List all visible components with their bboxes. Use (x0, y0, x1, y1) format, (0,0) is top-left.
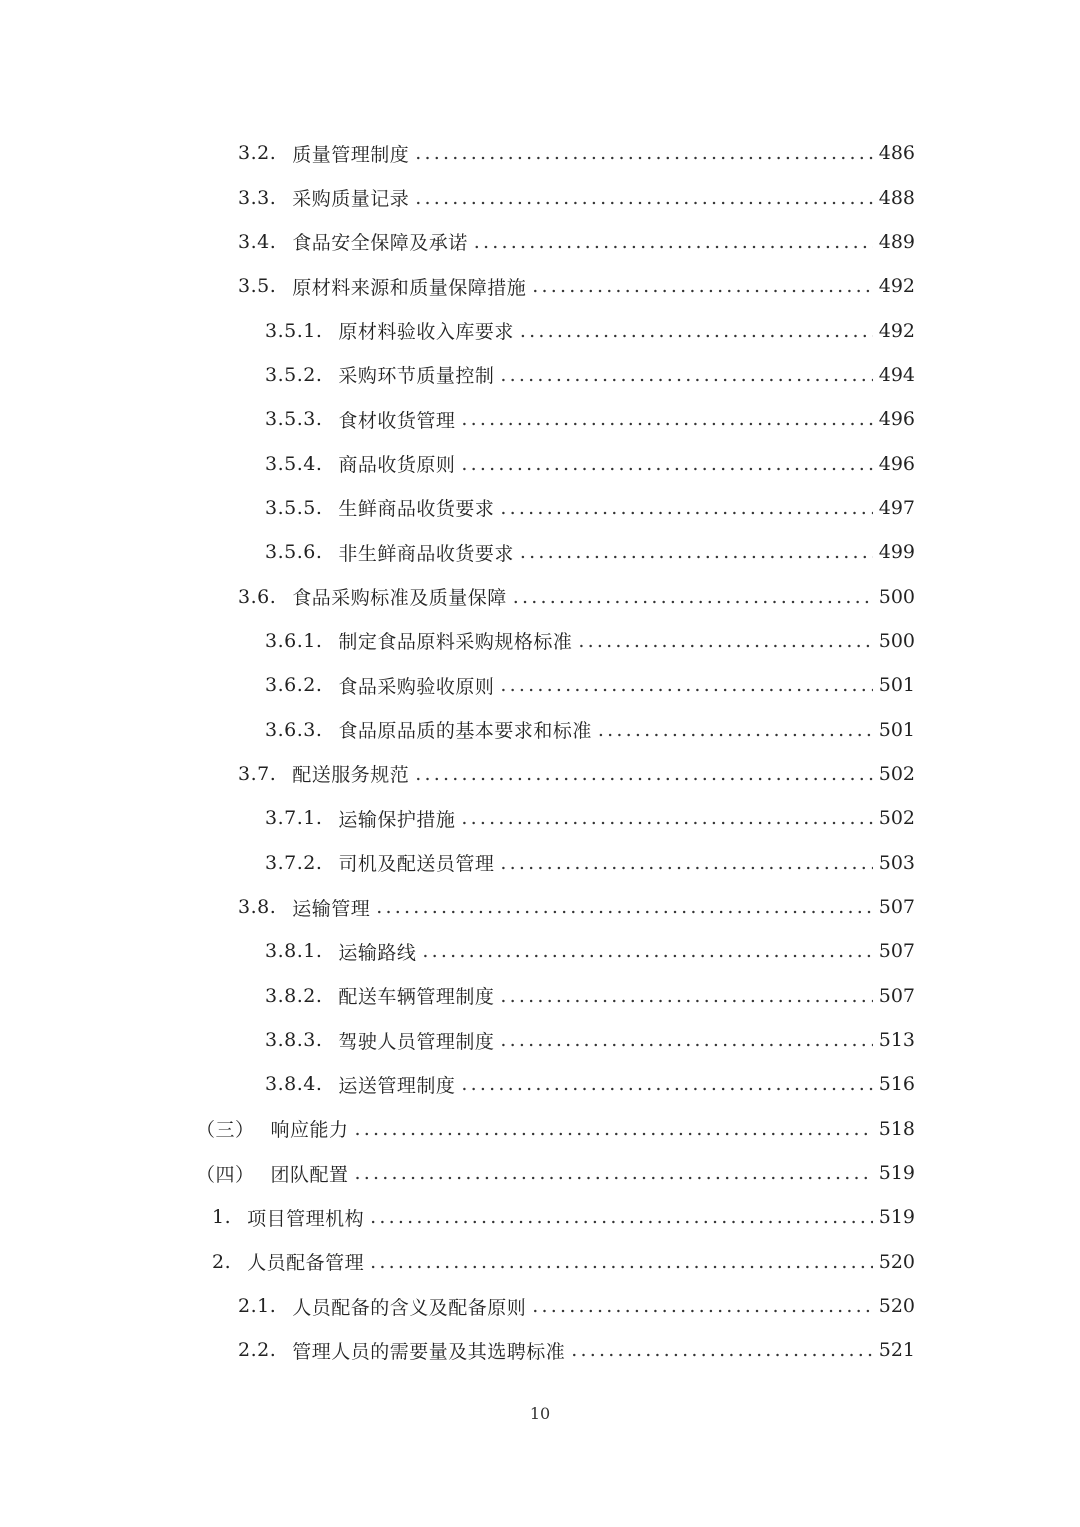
toc-entry-page: 520 (878, 1295, 915, 1318)
toc-entry[interactable] (0, 974, 1080, 1018)
toc-entry[interactable] (0, 619, 1080, 663)
toc-entry-page: 492 (878, 319, 915, 342)
toc-entry[interactable] (0, 1018, 1080, 1062)
toc-entry[interactable] (0, 353, 1080, 397)
toc-dot-leader (500, 497, 872, 519)
toc-entry-title: 团队配置 (270, 1163, 349, 1186)
toc-entry-number: 3.8.1. (265, 940, 323, 963)
toc-entry-page: 497 (878, 496, 915, 519)
toc-dot-leader (415, 763, 872, 785)
page-number: 10 (529, 1404, 551, 1423)
toc-entry-number: 3.4. (238, 230, 277, 253)
toc-entry-title: 运输保护措施 (338, 808, 456, 831)
toc-entry-page: 521 (878, 1339, 915, 1362)
toc-entry-page: 489 (878, 230, 915, 253)
toc-entry[interactable] (0, 441, 1080, 485)
toc-entry[interactable] (0, 1328, 1080, 1372)
toc-entry-number: 3.2. (238, 142, 277, 165)
toc-entry-title: 配送服务规范 (292, 764, 410, 787)
toc-entry-page: 501 (878, 718, 915, 741)
toc-entry[interactable] (0, 929, 1080, 973)
toc-entry-title: 运输管理 (292, 897, 371, 920)
toc-entry[interactable] (0, 841, 1080, 885)
toc-entry[interactable] (0, 1195, 1080, 1239)
toc-entry-page: 492 (878, 275, 915, 298)
toc-entry-title: 管理人员的需要量及其选聘标准 (292, 1340, 566, 1363)
toc-entry-page: 507 (878, 984, 915, 1007)
toc-entry-page: 519 (878, 1162, 915, 1185)
toc-dot-leader (500, 985, 872, 1007)
toc-entry-title: 响应能力 (270, 1119, 349, 1142)
toc-entry-number: 1. (212, 1206, 232, 1229)
toc-entry-page: 503 (878, 851, 915, 874)
toc-entry[interactable] (0, 885, 1080, 929)
toc-entry-page: 486 (878, 142, 915, 165)
toc-entry-title: 运送管理制度 (338, 1074, 456, 1097)
toc-entry[interactable] (0, 1151, 1080, 1195)
toc-dot-leader (520, 320, 873, 342)
toc-dot-leader (415, 142, 872, 164)
toc-entry-number: 3.7. (238, 762, 277, 785)
toc-entry-number: 2.2. (238, 1339, 277, 1362)
toc-entry[interactable] (0, 175, 1080, 219)
toc-entry-number: 3.6.2. (265, 674, 323, 697)
toc-entry-number: 3.6.3. (265, 718, 323, 741)
toc-entry[interactable] (0, 752, 1080, 796)
toc-dot-leader (513, 586, 873, 608)
toc-entry-page: 499 (878, 541, 915, 564)
toc-entry-number: 3.8.2. (265, 984, 323, 1007)
toc-entry-title: 人员配备的含义及配备原则 (292, 1296, 527, 1319)
toc-entry-title: 食品采购验收原则 (338, 675, 495, 698)
toc-entry-number: （三） (196, 1119, 255, 1142)
toc-dot-leader (376, 896, 872, 918)
toc-entry-number: 3.5.4. (265, 452, 323, 475)
toc-entry-number: 3.3. (238, 186, 277, 209)
toc-entry[interactable] (0, 1240, 1080, 1284)
toc-entry-title: 项目管理机构 (247, 1207, 365, 1230)
toc-entry-page: 513 (878, 1029, 915, 1052)
toc-entry-number: 2.1. (238, 1295, 277, 1318)
toc-entry-page: 518 (878, 1117, 915, 1140)
toc-dot-leader (355, 1162, 873, 1184)
toc-entry-number: 3.8. (238, 896, 277, 919)
toc-dot-leader (355, 1118, 873, 1140)
toc-entry[interactable] (0, 220, 1080, 264)
toc-entry-title: 原材料来源和质量保障措施 (292, 276, 527, 299)
toc-entry[interactable] (0, 264, 1080, 308)
toc-entry-number: 3.8.3. (265, 1029, 323, 1052)
toc-entry[interactable] (0, 486, 1080, 530)
table-of-contents (0, 131, 1080, 1373)
toc-entry-title: 食品安全保障及承诺 (292, 232, 468, 255)
toc-entry-page: 507 (878, 896, 915, 919)
toc-entry[interactable] (0, 1284, 1080, 1328)
toc-entry-number: 3.5.3. (265, 408, 323, 431)
toc-entry-title: 生鲜商品收货要求 (338, 498, 495, 521)
toc-entry-number: 3.5.2. (265, 363, 323, 386)
toc-entry-number: 3.5.5. (265, 496, 323, 519)
toc-entry-title: 运输路线 (338, 941, 417, 964)
toc-entry-title: 人员配备管理 (247, 1252, 365, 1275)
toc-dot-leader (571, 1339, 872, 1361)
toc-entry-title: 商品收货原则 (338, 454, 456, 477)
toc-entry-page: 494 (878, 363, 915, 386)
toc-entry-page: 500 (878, 585, 915, 608)
toc-entry-title: 食材收货管理 (338, 409, 456, 432)
toc-entry-number: 3.7.1. (265, 807, 323, 830)
toc-dot-leader (532, 1295, 872, 1317)
toc-entry-title: 司机及配送员管理 (338, 853, 495, 876)
toc-entry-number: 2. (212, 1250, 232, 1273)
toc-entry-title: 食品原品质的基本要求和标准 (338, 720, 592, 743)
toc-dot-leader (461, 1073, 872, 1095)
toc-entry[interactable] (0, 1062, 1080, 1106)
toc-entry-number: 3.6.1. (265, 629, 323, 652)
toc-entry[interactable] (0, 1107, 1080, 1151)
toc-entry[interactable] (0, 308, 1080, 352)
toc-entry-page: 519 (878, 1206, 915, 1229)
toc-entry-title: 制定食品原料采购规格标准 (338, 631, 573, 654)
toc-dot-leader (461, 408, 872, 430)
toc-dot-leader (422, 940, 872, 962)
toc-entry-title: 原材料验收入库要求 (338, 321, 514, 344)
toc-entry-page: 502 (878, 807, 915, 830)
toc-dot-leader (474, 231, 873, 253)
toc-entry-number: 3.6. (238, 585, 277, 608)
toc-entry-page: 501 (878, 674, 915, 697)
toc-entry[interactable] (0, 574, 1080, 618)
toc-entry-number: 3.7.2. (265, 851, 323, 874)
toc-entry-page: 500 (878, 629, 915, 652)
toc-entry-page: 496 (878, 452, 915, 475)
toc-dot-leader (500, 852, 872, 874)
toc-dot-leader (461, 453, 872, 475)
toc-entry[interactable] (0, 707, 1080, 751)
toc-entry-number: 3.5.1. (265, 319, 323, 342)
toc-entry-title: 非生鲜商品收货要求 (338, 542, 514, 565)
toc-entry-number: 3.5. (238, 275, 277, 298)
toc-entry[interactable] (0, 663, 1080, 707)
toc-entry-number: 3.8.4. (265, 1073, 323, 1096)
toc-dot-leader (578, 630, 872, 652)
toc-entry-title: 采购环节质量控制 (338, 365, 495, 388)
toc-entry-title: 食品采购标准及质量保障 (292, 587, 507, 610)
toc-entry-title: 配送车辆管理制度 (338, 986, 495, 1009)
toc-dot-leader (532, 275, 872, 297)
toc-dot-leader (598, 719, 873, 741)
toc-entry-page: 516 (878, 1073, 915, 1096)
toc-entry-title: 驾驶人员管理制度 (338, 1030, 495, 1053)
toc-entry-page: 496 (878, 408, 915, 431)
toc-dot-leader (370, 1206, 873, 1228)
toc-dot-leader (370, 1251, 873, 1273)
toc-entry-number: 3.5.6. (265, 541, 323, 564)
toc-entry-page: 507 (878, 940, 915, 963)
toc-entry-page: 520 (878, 1250, 915, 1273)
toc-entry[interactable] (0, 397, 1080, 441)
toc-entry[interactable] (0, 530, 1080, 574)
toc-entry-page: 502 (878, 762, 915, 785)
toc-entry-title: 采购质量记录 (292, 188, 410, 211)
toc-entry[interactable] (0, 796, 1080, 840)
toc-dot-leader (461, 807, 872, 829)
toc-dot-leader (500, 674, 872, 696)
toc-dot-leader (520, 541, 873, 563)
toc-entry-page: 488 (878, 186, 915, 209)
toc-entry[interactable] (0, 131, 1080, 175)
toc-dot-leader (500, 364, 872, 386)
toc-dot-leader (500, 1029, 872, 1051)
toc-entry-number: （四） (196, 1163, 255, 1186)
toc-dot-leader (415, 187, 872, 209)
toc-entry-title: 质量管理制度 (292, 143, 410, 166)
